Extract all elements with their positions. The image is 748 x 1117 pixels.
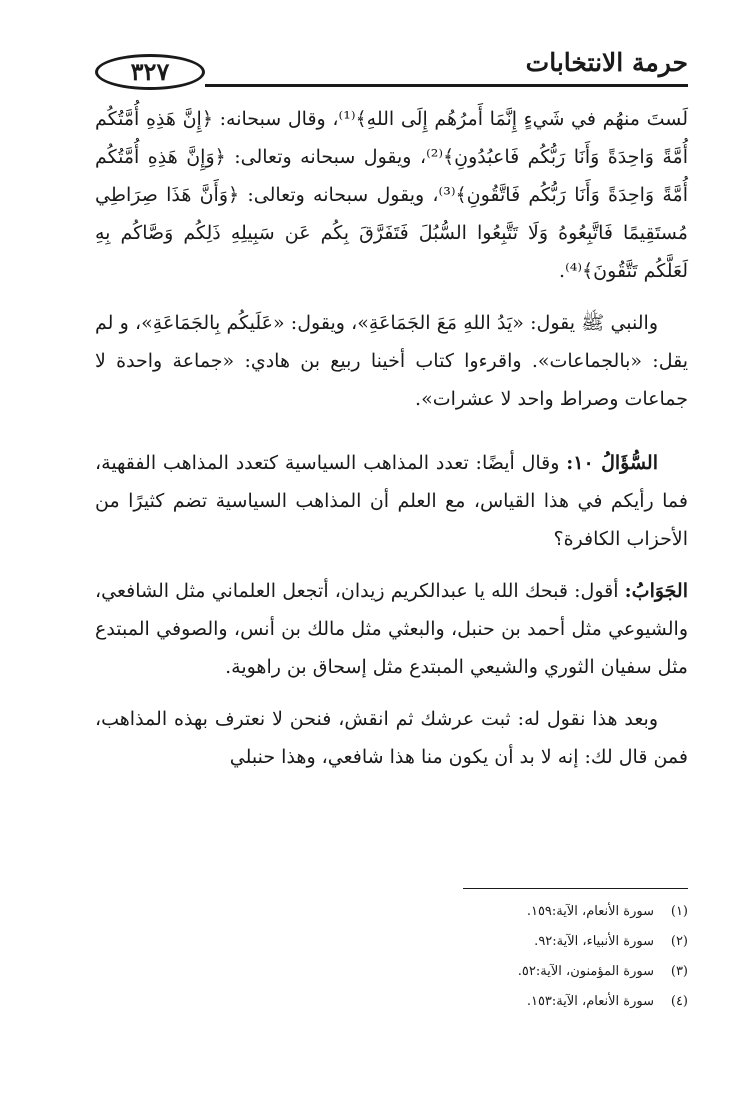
footnote-item (95, 897, 688, 927)
footnote-rule (463, 888, 688, 889)
paragraph-hadith: والنبي ﷺ يقول: «يَدُ اللهِ مَعَ الجَمَاعَةِ»، ويقول: «عَلَيكُم بِالجَمَاعَةِ»، و لم يقل: «بالجماعات». واقرءوا كتاب أخينا ربيع بن هادي: «جماعة واحدة لا جماعات وصراط واحد لا عشرات». (95, 312, 688, 410)
answer-text: أقول: قبحك الله يا عبدالكريم زيدان، أتجعل العلماني مثل الشافعي، والشيوعي مثل أحمد بن حنبل، والبعثي مثل مالك بن أنس، والصوفي المبتدع مثل سفيان الثوري والشيعي المبتدع مثل إسحاق بن راهوية. (95, 580, 688, 678)
paragraph-verses: لَستَ منهُم في شَيءٍ إِنَّمَا أَمرُهُم إِلَى اللهِ﴾⁽¹⁾، وقال سبحانه: ﴿إِنَّ هَذِهِ أُمَّتُكُم أُمَّةً وَاحِدَةً وَأَنَا رَبُّكُم فَاعبُدُونِ﴾⁽²⁾، ويقول سبحانه وتعالى: ﴿وَإِنَّ هَذِهِ أُمَّتُكُم أُمَّةً وَاحِدَةً وَأَنَا رَبُّكُم فَاتَّقُونِ﴾⁽³⁾، ويقول سبحانه وتعالى: ﴿وَأَنَّ هَذَا صِرَاطِي مُستَقِيمًا فَاتَّبِعُوهُ وَلَا تَتَّبِعُوا السُّبُلَ فَتَفَرَّقَ بِكُم عَن سَبِيلِهِ ذَلِكُم وَصَّاكُم بِهِ لَعَلَّكُم تَتَّقُونَ﴾⁽⁴⁾. (95, 108, 688, 282)
footnote-text: سورة المؤمنون، الآية:٥٢. (517, 964, 654, 979)
page-header (95, 40, 688, 96)
footnote-number: (٢) (670, 934, 688, 949)
page-number: ٣٢٧ (95, 54, 205, 90)
footnote-item (95, 927, 688, 957)
footnote-item (95, 957, 688, 987)
footnote-number: (١) (670, 904, 688, 919)
answer-continuation: وبعد هذا نقول له: ثبت عرشك ثم انقش، فنحن لا نعترف بهذه المذاهب، فمن قال لك: إنه لا بد أن يكون منا هذا شافعي، وهذا حنبلي (95, 708, 688, 768)
footnote-item (95, 987, 688, 1017)
footnotes (95, 888, 688, 1017)
question-label: السُّؤَالُ ١٠: (566, 452, 659, 474)
question-block (95, 444, 688, 558)
answer-block (95, 572, 688, 686)
main-content (95, 100, 688, 776)
footnote-text: سورة الأنبياء، الآية:٩٢. (534, 934, 654, 949)
running-title: حرمة الانتخابات (525, 48, 688, 77)
header-rule (205, 84, 688, 87)
footnote-text: سورة الأنعام، الآية:١٥٣. (526, 994, 654, 1009)
footnote-text: سورة الأنعام، الآية:١٥٩. (526, 904, 654, 919)
question-text: وقال أيضًا: تعدد المذاهب السياسية كتعدد المذاهب الفقهية، فما رأيكم في هذا القياس، مع العلم أن المذاهب السياسية تضم كثيرًا من الأحزاب الكافرة؟ (95, 452, 688, 550)
footnote-number: (٤) (670, 994, 688, 1009)
answer-label: الجَوَابُ: (624, 580, 688, 602)
footnote-number: (٣) (670, 964, 688, 979)
